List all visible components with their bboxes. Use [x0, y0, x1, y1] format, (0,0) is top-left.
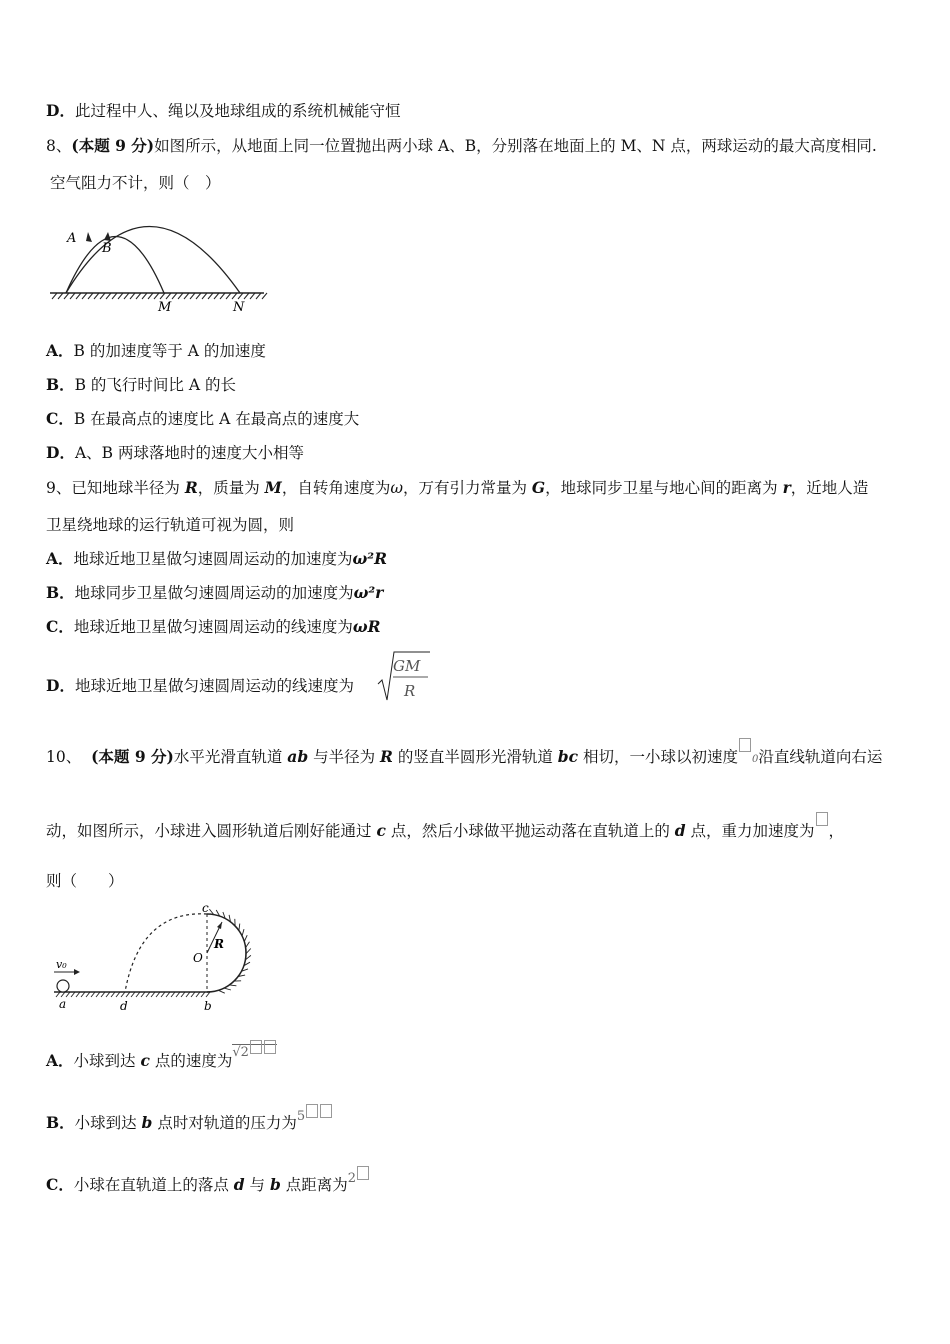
stem-text: 点，重力加速度为 [685, 822, 815, 840]
option-text: B 的加速度等于 A 的加速度 [73, 342, 266, 360]
label-d: d [120, 999, 128, 1013]
hatch-mark [214, 293, 219, 299]
hatch-mark [172, 293, 177, 299]
option-text: 与 [244, 1176, 270, 1194]
stem-text: 则（ ） [46, 872, 124, 890]
var-c: c [376, 821, 386, 840]
q8-option-a [46, 340, 266, 362]
label-r: R [214, 937, 224, 951]
option-text: 小球到达 [74, 1114, 142, 1132]
option-text: B 的飞行时间比 A 的长 [74, 376, 236, 394]
question-score: (本题 9 分) [71, 136, 155, 155]
hatch-mark [220, 293, 225, 299]
var-m: M [264, 478, 282, 497]
option-label: C． [46, 409, 74, 428]
option-label: C． [46, 1175, 74, 1194]
stem-text: ，自转角速度为 [281, 479, 391, 497]
var-d: d [674, 821, 686, 840]
velocity-arrowhead [74, 969, 80, 975]
option-text: 地球近地卫星做匀速圆周运动的线速度为 [74, 677, 354, 695]
var-v0-subscript: 0 [752, 754, 759, 765]
option-var: c [140, 1051, 150, 1070]
formula-prefix: √2 [232, 1045, 249, 1060]
ground-hatch [50, 293, 267, 299]
q10-stem-line1 [46, 746, 882, 771]
option-text: 点距离为 [280, 1176, 348, 1194]
option-label: B． [46, 1113, 75, 1132]
q8-stem-line2 [50, 172, 221, 194]
option-text: 点的速度为 [149, 1052, 233, 1070]
var-omega: ω [390, 479, 403, 497]
trajectory-a [66, 237, 164, 294]
label-m: M [158, 300, 172, 315]
hatch-mark [82, 293, 87, 299]
q9-option-a [46, 548, 387, 570]
hatch-mark [226, 293, 231, 299]
stem-text: 点，然后小球做平抛运动落在直轨道上的 [385, 822, 675, 840]
hatch-mark [202, 293, 207, 299]
option-formula: ωR [352, 617, 381, 636]
fraction-denominator: R [404, 682, 416, 700]
option-text: 地球近地卫星做匀速圆周运动的线速度为 [73, 618, 353, 636]
fraction-numerator: GM [393, 657, 421, 675]
stem-text: 如图所示，从地面上同一位置抛出两小球 A、B，分别落在地面上的 M、N 点，两球运动的最大高度相同. [154, 137, 877, 155]
q8-option-d [46, 442, 304, 464]
hatch-mark [70, 293, 75, 299]
option-text: 小球到达 [73, 1052, 141, 1070]
label-a: A [67, 231, 77, 246]
hatch-mark [118, 293, 123, 299]
var-r-upper: R [184, 478, 198, 497]
stem-text: ，地球同步卫星与地心间的距离为 [545, 479, 783, 497]
stem-text: 水平光滑直轨道 [173, 748, 288, 766]
hatch-mark [94, 293, 99, 299]
option-label: D． [46, 101, 75, 120]
hatch-mark [244, 935, 247, 941]
q9-option-d [46, 675, 354, 697]
trajectory-b [66, 227, 240, 294]
stem-text: ，质量为 [197, 479, 265, 497]
option-label: B． [46, 375, 75, 394]
var-g: G [531, 478, 546, 497]
stem-text: 与半径为 [308, 748, 381, 766]
q10-option-a [46, 1045, 277, 1074]
hatch-mark [208, 293, 213, 299]
q9-stem-line1 [46, 477, 868, 499]
hatch-mark [238, 293, 243, 299]
option-var: b [269, 1175, 281, 1194]
hatch-mark [58, 293, 63, 299]
option-text: 点时对轨道的压力为 [152, 1114, 297, 1132]
label-v0: v₀ [56, 958, 67, 971]
q10-stem-line3 [46, 870, 124, 892]
q10-option-c [46, 1171, 370, 1198]
hatch-mark [218, 990, 224, 993]
hatch-mark [239, 924, 240, 931]
hatch-mark [250, 293, 255, 299]
option-label: A． [46, 1051, 74, 1070]
option-text: 此过程中人、绳以及地球组成的系统机械能守恒 [74, 102, 401, 120]
option-label: C． [46, 617, 74, 636]
q8-option-b [46, 374, 236, 396]
stem-text: 的竖直半圆形光滑轨道 [392, 748, 558, 766]
hatch-mark [262, 293, 267, 299]
q9-option-b [46, 582, 383, 604]
stem-text: ，万有引力常量为 [402, 479, 532, 497]
ball [57, 980, 69, 992]
semicircle-track [207, 914, 246, 992]
option-formula [232, 1044, 277, 1060]
option-label: A． [46, 549, 74, 568]
option-label: D． [46, 443, 75, 462]
formula-prefix: 2 [347, 1171, 357, 1186]
hatch-mark [106, 293, 111, 299]
hatch-mark [160, 293, 165, 299]
hatch-mark [256, 293, 261, 299]
q8-option-c [46, 408, 359, 430]
hatch-mark [148, 293, 153, 299]
label-a: a [59, 997, 67, 1011]
q8-stem-line1 [46, 135, 877, 157]
stem-text: ，近地人造 [790, 479, 869, 497]
q10-figure [50, 900, 260, 1015]
hatch-mark [136, 293, 141, 299]
label-o: O [193, 951, 203, 965]
formula-prefix: 5 [296, 1109, 306, 1124]
option-formula [297, 1109, 333, 1124]
stem-text: 卫星绕地球的运行轨道可视为圆，则 [46, 516, 295, 534]
missing-glyph-icon [306, 1104, 318, 1118]
q10-stem-line2 [46, 820, 844, 842]
q10-option-b [46, 1109, 333, 1136]
var-ab: ab [287, 747, 309, 766]
q9-option-d-formula [376, 650, 432, 704]
stem-text: ， [828, 822, 845, 840]
missing-glyph-icon [739, 738, 751, 752]
option-text: 地球近地卫星做匀速圆周运动的加速度为 [73, 550, 353, 568]
stem-text: 空气阻力不计，则（ ） [50, 174, 221, 192]
hatch-mark [232, 293, 237, 299]
hatch-mark [242, 929, 244, 936]
option-var: b [141, 1113, 153, 1132]
hatch-mark [130, 293, 135, 299]
hatch-mark [229, 985, 236, 986]
stem-text: 沿直线轨道向右运 [758, 748, 883, 766]
track-hatch [209, 909, 251, 993]
missing-glyph-icon [320, 1104, 332, 1118]
option-text: B 在最高点的速度比 A 在最高点的速度大 [73, 410, 360, 428]
q9-option-c [46, 616, 381, 638]
hatch-mark [52, 293, 57, 299]
hatch-mark [196, 293, 201, 299]
missing-glyph-icon [357, 1166, 369, 1180]
hatch-mark [166, 293, 171, 299]
q8-figure [46, 210, 271, 320]
label-n: N [233, 300, 245, 315]
arrow-a [86, 232, 92, 242]
option-var: d [233, 1175, 245, 1194]
hatch-mark [154, 293, 159, 299]
question-number: 9、 [46, 479, 72, 497]
hatch-mark [244, 293, 249, 299]
hatch-mark [246, 942, 250, 948]
option-label: B． [46, 583, 75, 602]
hatch-mark [224, 988, 231, 990]
arrow-b [104, 232, 111, 241]
option-text: A、B 两球落地时的速度大小相等 [74, 444, 304, 462]
option-label: D． [46, 676, 75, 695]
hatch-mark [142, 293, 147, 299]
hatch-mark [190, 293, 195, 299]
stem-text: 相切，一小球以初速度 [578, 748, 738, 766]
radius-arrow [217, 922, 222, 929]
missing-glyph-icon [264, 1040, 276, 1054]
hatch-mark [88, 293, 93, 299]
question-number: 8、 [46, 137, 72, 155]
hatch-mark [112, 293, 117, 299]
question-number: 10、 [46, 748, 82, 766]
label-b: b [204, 999, 212, 1013]
option-formula: ω²r [353, 583, 384, 602]
var-bc: bc [557, 747, 579, 766]
stem-text: 已知地球半径为 [71, 479, 185, 497]
q9-stem-line2 [46, 514, 294, 536]
option-text: 小球在直轨道上的落点 [73, 1176, 234, 1194]
hatch-mark [100, 293, 105, 299]
hatch-mark [64, 293, 69, 299]
label-b: B [102, 241, 112, 256]
option-label: A． [46, 341, 74, 360]
option-formula: ω²R [352, 549, 387, 568]
label-c: c [202, 901, 209, 915]
hatch-mark [184, 293, 189, 299]
hatch-mark [178, 293, 183, 299]
hatch-mark [76, 293, 81, 299]
var-r: R [380, 747, 393, 766]
var-r: r [782, 478, 791, 497]
option-text: 地球同步卫星做匀速圆周运动的加速度为 [74, 584, 354, 602]
q7-option-d [46, 100, 400, 122]
question-score: (本题 9 分) [91, 747, 174, 766]
missing-glyph-icon [250, 1040, 262, 1054]
option-formula [348, 1171, 370, 1186]
hatch-mark [124, 293, 129, 299]
stem-text: 动，如图所示，小球进入圆形轨道后刚好能通过 [46, 822, 377, 840]
missing-glyph-icon [816, 812, 828, 826]
